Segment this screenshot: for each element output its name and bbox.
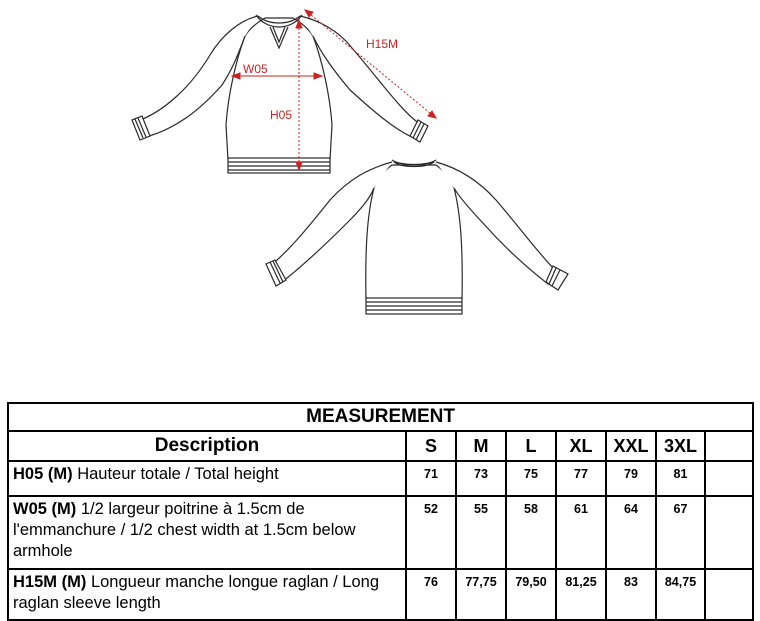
- size-header-s: S: [406, 431, 456, 461]
- row-text: Hauteur totale / Total height: [77, 465, 279, 483]
- row-description: [8, 569, 406, 620]
- value-cell: [705, 461, 753, 496]
- table-title: MEASUREMENT: [8, 403, 753, 431]
- value-cell: 58: [506, 496, 556, 569]
- measurement-table: [7, 402, 754, 621]
- table-row: [8, 496, 753, 569]
- value-cell: 77,75: [456, 569, 506, 620]
- size-header-m: M: [456, 431, 506, 461]
- value-cell: 81,25: [556, 569, 606, 620]
- value-cell: 84,75: [656, 569, 705, 620]
- size-header-3xl: 3XL: [656, 431, 705, 461]
- h05-label: H05: [270, 108, 293, 122]
- value-cell: 67: [656, 496, 705, 569]
- back-sweatshirt: [266, 160, 568, 314]
- size-header-empty: [705, 431, 753, 461]
- size-header-xxl: XXL: [606, 431, 656, 461]
- row-description: [8, 461, 406, 496]
- size-header-xl: XL: [556, 431, 606, 461]
- value-cell: 77: [556, 461, 606, 496]
- table-row: [8, 461, 753, 496]
- row-code: W05 (M): [13, 500, 77, 518]
- value-cell: 52: [406, 496, 456, 569]
- size-header-l: L: [506, 431, 556, 461]
- table-row: [8, 569, 753, 620]
- w05-label: W05: [243, 62, 268, 76]
- value-cell: 75: [506, 461, 556, 496]
- value-cell: 71: [406, 461, 456, 496]
- value-cell: 83: [606, 569, 656, 620]
- value-cell: 76: [406, 569, 456, 620]
- value-cell: 79: [606, 461, 656, 496]
- value-cell: [705, 569, 753, 620]
- value-cell: 81: [656, 461, 705, 496]
- value-cell: [705, 496, 753, 569]
- row-text: 1/2 largeur poitrine à 1.5cm de l'emmanchure / 1/2 chest width at 1.5cm below armhole: [13, 500, 356, 560]
- row-code: H05 (M): [13, 465, 73, 483]
- row-code: H15M (M): [13, 573, 87, 591]
- value-cell: 55: [456, 496, 506, 569]
- value-cell: 79,50: [506, 569, 556, 620]
- value-cell: 64: [606, 496, 656, 569]
- row-description: [8, 496, 406, 569]
- value-cell: 73: [456, 461, 506, 496]
- description-header: Description: [8, 431, 406, 461]
- row-text: Longueur manche longue raglan / Long raglan sleeve length: [13, 573, 379, 612]
- value-cell: 61: [556, 496, 606, 569]
- h15m-label: H15M: [366, 37, 399, 51]
